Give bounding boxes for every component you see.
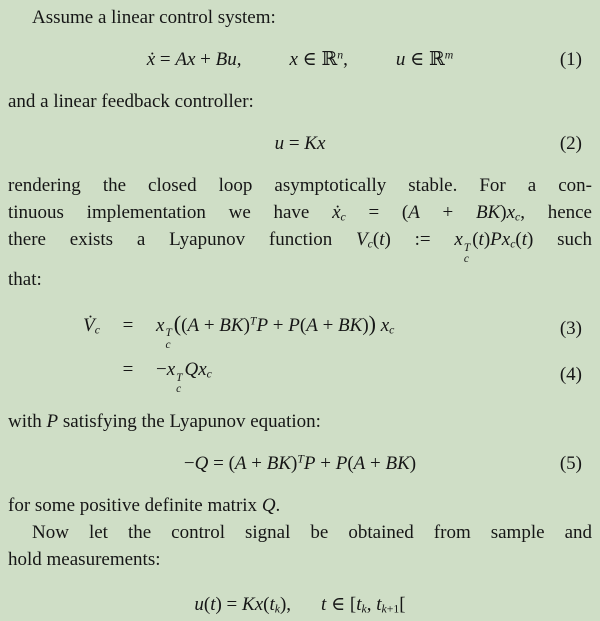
paragraph-lyapunov-equation: with P satisfying the Lyapunov equation:: [8, 410, 321, 432]
paragraph-line: there exists a Lyapunov function $V_c(t)$ := x T c $(t)Px_c(t)$ such: [8, 229, 592, 266]
equation-1-state-domain: x ∈ ℝ$^n$,: [289, 48, 348, 70]
equation-1-input-domain: u ∈ ℝ$^m$: [395, 48, 454, 70]
equation-3-4: [8, 307, 592, 396]
equation-3-lhs: $V̇_c$: [83, 314, 100, 337]
paragraph-positive-definite: for some positive definite matrix Q.: [8, 494, 281, 516]
equation-5-lyapunov: −Q = (A + BK)$^T$P + P(A + BK): [183, 452, 417, 474]
paragraph-assume-system: Assume a linear control system:: [32, 7, 276, 28]
equation-3-number: (3): [559, 317, 582, 339]
equation-2-body: [275, 128, 326, 160]
paragraph-closed-loop: [8, 172, 592, 293]
paragraph-line: hold measurements:: [8, 548, 161, 570]
equation-4-number: (4): [559, 364, 582, 386]
equation-1-system: ẋ = Ax + Bu,: [146, 49, 242, 70]
equation-2-number: (2): [559, 133, 582, 154]
paragraph-line: Now let the control signal be obtained from sample and: [32, 521, 592, 543]
paragraph-sample-hold: [8, 519, 592, 573]
equation-5-body: [184, 448, 416, 480]
equation-4-rhs: −x T c $Qx_c$: [156, 359, 212, 396]
equation-1: [8, 44, 592, 76]
paragraph-line: that:: [8, 268, 42, 290]
equation-4-equals: =: [122, 359, 134, 380]
equation-1-number: (1): [559, 49, 582, 70]
paragraph-line: tinuous implementation we have ẋ$_c$ = $(A + BK)x_c$, hence: [8, 202, 592, 224]
equation-3-rhs: x T c ((A + BK)$^T$P + P(A + BK)) $x_c$: [156, 310, 395, 351]
equation-5-number: (5): [559, 452, 582, 474]
equation-sampled-law: $u(t) = Kx(t_k)$,: [194, 593, 292, 616]
equation-sampled-interval: t ∈ [$t_k$, $t_{k+1}$[: [321, 593, 406, 616]
equation-2: [8, 128, 592, 160]
equation-1-body: [147, 44, 454, 76]
equation-4-row: [8, 355, 592, 396]
equation-sampled-body: [194, 589, 405, 621]
equation-sampled-control: [8, 589, 592, 621]
paragraph-line: rendering the closed loop asymptotically stable. For a con-: [8, 175, 592, 196]
paragraph-feedback-controller: and a linear feedback controller:: [8, 91, 254, 112]
equation-3-equals: =: [122, 314, 134, 336]
equation-2-control-law: u = Kx: [274, 133, 326, 154]
equation-3-row: [8, 307, 592, 352]
equation-5: [8, 448, 592, 480]
